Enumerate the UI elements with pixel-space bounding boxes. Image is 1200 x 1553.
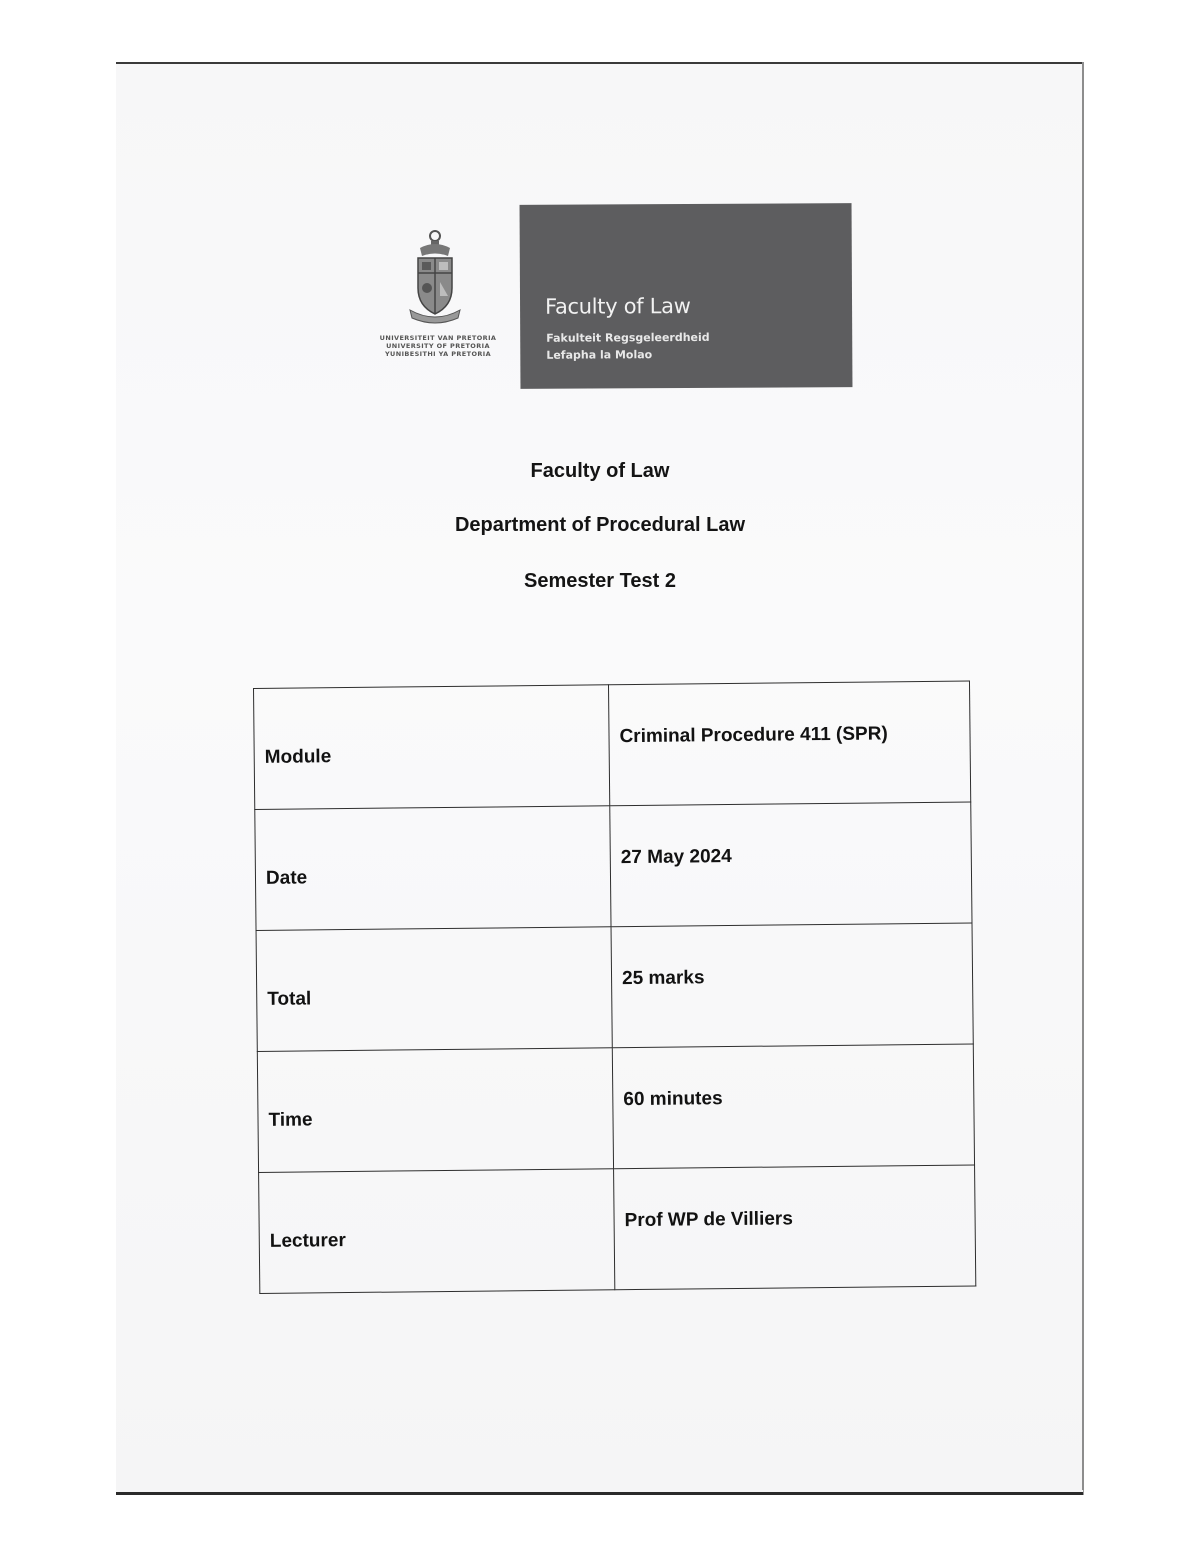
module-label: Module xyxy=(254,685,610,810)
university-name-afrikaans: UNIVERSITEIT VAN PRETORIA xyxy=(379,334,497,342)
page-edge xyxy=(1082,62,1084,1490)
table-row-date xyxy=(255,802,972,930)
total-label: Total xyxy=(256,927,612,1052)
total-value: 25 marks xyxy=(611,923,973,1048)
time-label: Time xyxy=(257,1048,613,1173)
date-label: Date xyxy=(255,806,611,931)
university-name-sepedi: YUNIBESITHI YA PRETORIA xyxy=(384,350,492,358)
module-value: Criminal Procedure 411 (SPR) xyxy=(608,681,970,806)
university-crest-icon xyxy=(402,226,466,326)
table-row-total xyxy=(256,923,973,1051)
test-info-table xyxy=(253,680,976,1293)
university-name-english: UNIVERSITY OF PRETORIA xyxy=(386,342,490,350)
faculty-logo-title: Faculty of Law xyxy=(544,293,691,319)
faculty-logo-sepedi: Lefapha la Molao xyxy=(546,348,653,362)
university-name xyxy=(372,334,504,358)
lecturer-value: Prof WP de Villiers xyxy=(614,1165,976,1290)
table-row-time xyxy=(257,1044,974,1172)
faculty-heading: Faculty of Law xyxy=(530,460,670,482)
faculty-logo-afrikaans: Fakulteit Regsgeleerdheid xyxy=(546,330,710,345)
lecturer-label: Lecturer xyxy=(259,1169,615,1294)
date-value: 27 May 2024 xyxy=(610,802,972,927)
table-row-lecturer xyxy=(259,1165,976,1293)
test-heading: Semester Test 2 xyxy=(524,570,676,592)
faculty-logo-box xyxy=(520,203,853,389)
table-row-module xyxy=(254,681,971,809)
department-heading: Department of Procedural Law xyxy=(454,514,746,536)
time-value: 60 minutes xyxy=(612,1044,974,1169)
